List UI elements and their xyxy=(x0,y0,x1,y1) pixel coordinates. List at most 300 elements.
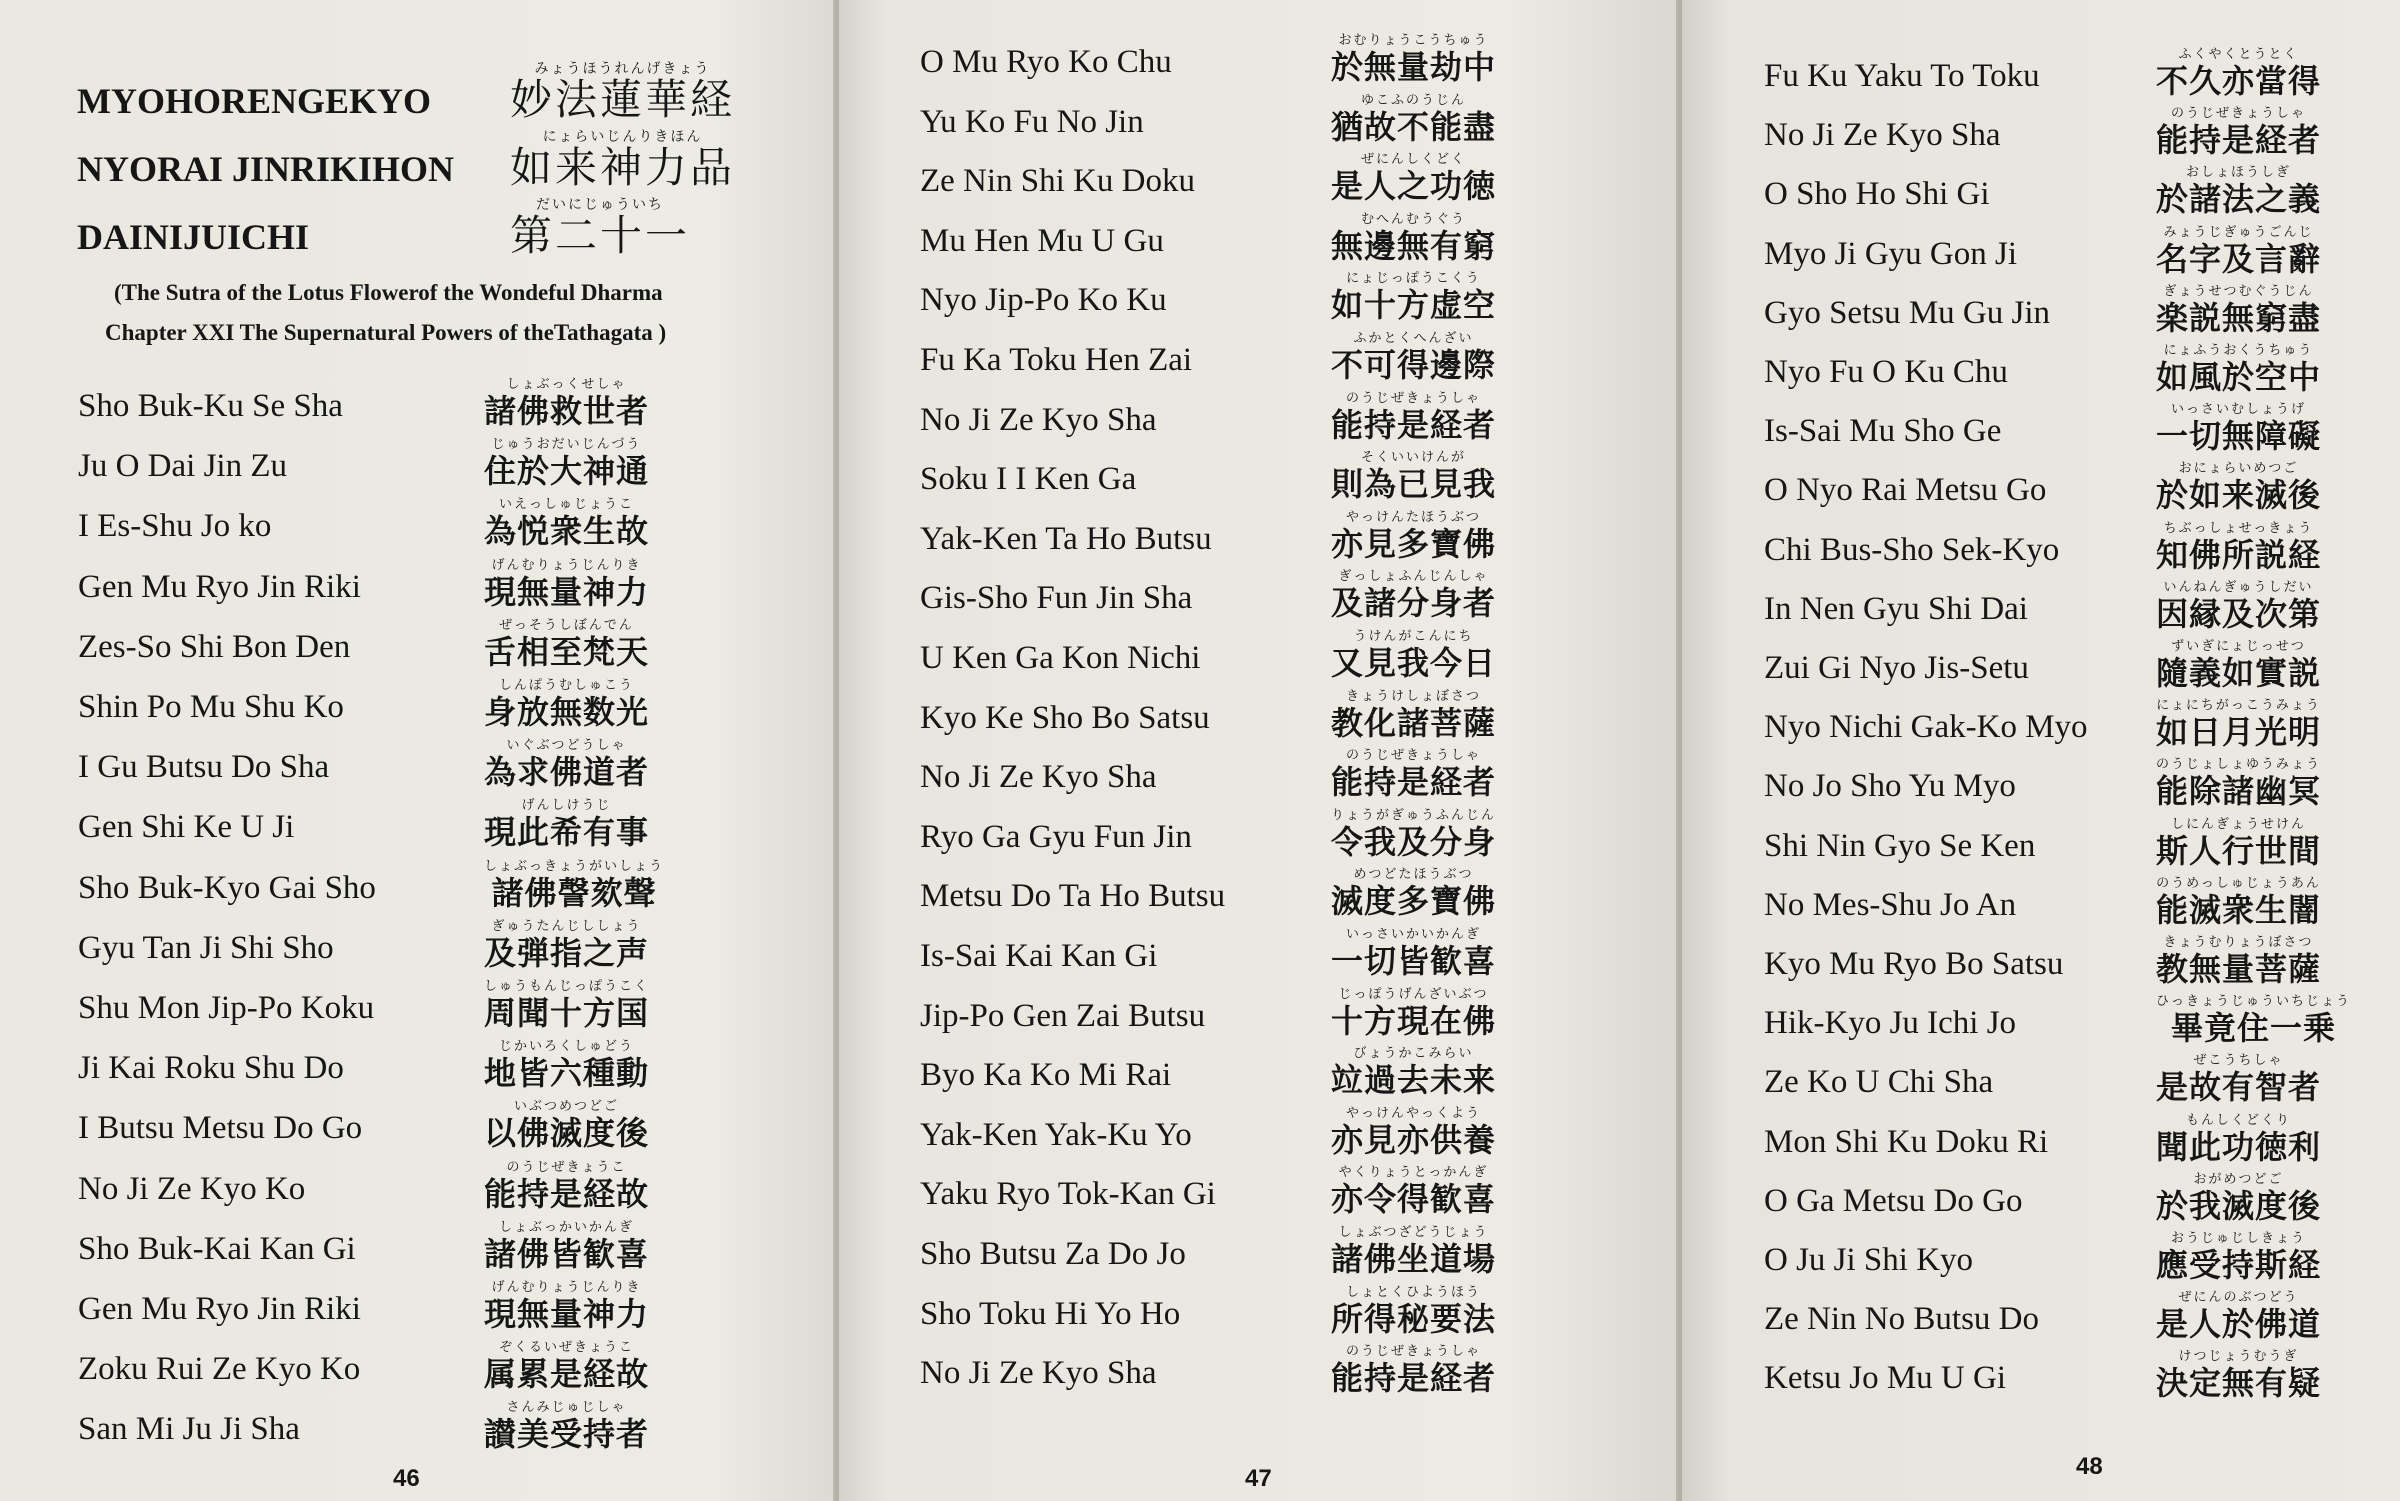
verse-line xyxy=(835,920,1678,980)
verse-kanji: 是人之功徳 xyxy=(1331,167,1497,206)
verse-furigana: さんみじゅじしゃ xyxy=(506,1400,627,1416)
verse-kanji: 如風於空中 xyxy=(2156,358,2322,396)
verse-line xyxy=(835,384,1678,444)
verse-romaji: Kyo Mu Ryo Bo Satsu xyxy=(1764,946,2064,982)
verse-kanji-block xyxy=(484,1039,649,1092)
verse-furigana: ずいぎにょじっせつ xyxy=(2171,639,2306,654)
verse-romaji: No Ji Ze Kyo Ko xyxy=(78,1170,306,1207)
verse-furigana: げんしけうじ xyxy=(521,798,612,814)
verse-furigana: しょとくひようほう xyxy=(1346,1284,1482,1300)
verse-furigana: もんしくどくり xyxy=(2186,1112,2292,1128)
verse-romaji: Gyu Tan Ji Shi Sho xyxy=(78,929,334,966)
verse-line xyxy=(1678,1342,2400,1402)
verse-kanji-block xyxy=(2156,1053,2321,1106)
verse-romaji: No Mes-Shu Jo An xyxy=(1764,886,2017,923)
verse-kanji: 周聞十方国 xyxy=(484,994,650,1032)
verse-kanji-block xyxy=(484,437,649,490)
verse-romaji: Ze Nin Shi Ku Doku xyxy=(920,163,1195,200)
verse-furigana: ぜにんのぶつどう xyxy=(2178,1290,2299,1306)
verse-line xyxy=(1678,99,2400,159)
verse-line xyxy=(835,741,1678,801)
verse-line xyxy=(1678,869,2400,929)
verse-kanji: 能持是経者 xyxy=(2156,121,2322,160)
verse-romaji: Metsu Do Ta Ho Butsu xyxy=(920,878,1226,915)
verse-kanji-block xyxy=(2156,106,2321,159)
verse-furigana: やくりょうとっかんぎ xyxy=(1338,1165,1489,1181)
verse-kanji: 則為已見我 xyxy=(1331,465,1497,504)
verse-line xyxy=(1678,750,2400,810)
verse-kanji-block xyxy=(484,738,649,791)
verse-furigana: おうじゅじしきょう xyxy=(2171,1231,2307,1246)
verse-kanji: 因縁及次第 xyxy=(2156,594,2322,633)
verse-romaji: Shu Mon Jip-Po Koku xyxy=(78,990,375,1026)
verse-kanji-block xyxy=(484,1340,649,1393)
verse-romaji: O Ju Ji Shi Kyo xyxy=(1764,1242,1974,1278)
verse-kanji-block xyxy=(484,377,649,430)
verse-kanji: 名字及言辭 xyxy=(2156,239,2322,278)
verse-kanji: 諸佛謦欬聲 xyxy=(491,873,657,912)
verse-kanji: 一切皆歓喜 xyxy=(1331,942,1497,980)
verse-line xyxy=(0,1333,835,1393)
verse-romaji: Yak-Ken Yak-Ku Yo xyxy=(920,1116,1192,1153)
verse-romaji: Ze Nin No Butsu Do xyxy=(1764,1301,2039,1338)
verse-kanji: 是故有智者 xyxy=(2156,1068,2322,1107)
verse-romaji: Mu Hen Mu U Gu xyxy=(920,222,1164,259)
verse-romaji: No Ji Ze Kyo Sha xyxy=(1764,117,2001,154)
verse-kanji: 亦見亦供養 xyxy=(1331,1120,1497,1159)
verse-line xyxy=(1678,454,2400,514)
verse-kanji: 決定無有疑 xyxy=(2156,1364,2322,1403)
verse-kanji: 現此希有事 xyxy=(484,813,650,852)
verse-romaji: O Ga Metsu Do Go xyxy=(1764,1182,2023,1219)
verse-line xyxy=(835,1158,1678,1218)
verse-furigana: いんねんぎゅうしだい xyxy=(2163,579,2314,595)
verse-furigana: いっさいかいかんぎ xyxy=(1346,927,1482,942)
verse-kanji: 竝過去未来 xyxy=(1331,1061,1497,1100)
verse-kanji-block xyxy=(2156,1113,2321,1166)
verse-romaji: Jip-Po Gen Zai Butsu xyxy=(920,997,1206,1034)
verse-kanji: 不可得邊際 xyxy=(1331,346,1497,384)
verse-furigana: やっけんやっくよう xyxy=(1346,1105,1482,1121)
verse-romaji: Fu Ku Yaku To Toku xyxy=(1764,58,2040,94)
verse-kanji: 如十方虚空 xyxy=(1331,286,1497,325)
verse-line xyxy=(1678,928,2400,988)
verse-romaji: No Ji Ze Kyo Sha xyxy=(920,401,1157,438)
verse-kanji: 亦見多寶佛 xyxy=(1331,524,1497,563)
verse-furigana: ちぶっしょせっきょう xyxy=(2163,520,2314,536)
verse-furigana: しょぶつざどうじょう xyxy=(1338,1225,1489,1240)
verse-kanji: 於如来滅後 xyxy=(2156,476,2322,515)
verse-furigana: のうじぜきょうしゃ xyxy=(1346,1344,1482,1360)
verse-kanji-block xyxy=(1331,808,1496,861)
verse-furigana: のうじぜきょうしゃ xyxy=(1346,748,1482,764)
verse-line xyxy=(835,26,1678,86)
verse-line xyxy=(1678,218,2400,278)
verse-romaji: Sho Buk-Kai Kan Gi xyxy=(78,1230,356,1267)
verse-line xyxy=(835,86,1678,146)
verse-line xyxy=(1678,573,2400,633)
verse-kanji-block xyxy=(1331,1285,1496,1338)
title-romaji-3: DAINIJUICHI xyxy=(77,217,310,257)
verse-furigana: ひっきょうじゅういちじょう xyxy=(2156,994,2352,1010)
verse-romaji: Ju O Dai Jin Zu xyxy=(78,448,287,485)
title-furigana-1: みょうほうれんげきょう xyxy=(534,61,711,77)
verse-line xyxy=(1678,395,2400,455)
verse-line xyxy=(0,1153,835,1213)
verse-kanji: 一切無障礙 xyxy=(2156,417,2322,456)
verse-kanji: 於諸法之義 xyxy=(2156,180,2322,219)
verse-furigana: しょぶっくせしゃ xyxy=(506,377,627,392)
verse-furigana: ぎょうせつむぐうじん xyxy=(2163,283,2314,299)
verse-kanji-block xyxy=(2156,876,2321,929)
verse-kanji: 以佛滅度後 xyxy=(484,1114,650,1153)
verse-furigana: ぜにんしくどく xyxy=(1361,152,1467,168)
verse-furigana: しんぽうむしゅこう xyxy=(499,678,635,693)
verse-kanji-block xyxy=(1331,450,1496,503)
verse-kanji: 畢竟住一乗 xyxy=(2171,1009,2337,1048)
verse-kanji-block xyxy=(484,1280,649,1333)
verse-kanji: 能持是経者 xyxy=(1331,763,1497,802)
verse-line xyxy=(0,430,835,490)
verse-line xyxy=(835,562,1678,622)
verse-line xyxy=(835,801,1678,861)
verse-kanji-block xyxy=(1331,987,1496,1040)
verse-furigana: ふくやくとうとく xyxy=(2178,47,2299,62)
verse-romaji: Fu Ka Toku Hen Zai xyxy=(920,342,1193,378)
verse-furigana: びょうかこみらい xyxy=(1353,1046,1474,1062)
verse-kanji-block xyxy=(2156,165,2321,218)
verse-romaji: Yaku Ryo Tok-Kan Gi xyxy=(920,1176,1216,1213)
verse-kanji: 諸佛坐道場 xyxy=(1331,1240,1497,1278)
verse-kanji-block xyxy=(2156,698,2321,751)
verse-kanji-block xyxy=(484,618,649,671)
verse-romaji: Byo Ka Ko Mi Rai xyxy=(920,1057,1172,1094)
verse-kanji-block xyxy=(2156,994,2351,1047)
verse-kanji: 能持是経者 xyxy=(1331,1359,1497,1398)
verse-line xyxy=(0,972,835,1032)
verse-line xyxy=(835,1278,1678,1338)
verse-furigana: にょふうおくうちゅう xyxy=(2163,343,2314,358)
verse-romaji: Hik-Kyo Ju Ichi Jo xyxy=(1764,1005,2017,1042)
verse-kanji: 為求佛道者 xyxy=(484,753,650,792)
verse-kanji-block xyxy=(1331,1106,1496,1159)
verse-kanji: 如日月光明 xyxy=(2156,713,2322,752)
verse-furigana: じかいろくしゅどう xyxy=(499,1039,635,1055)
title-kanji-3 xyxy=(510,198,690,259)
verse-kanji: 十方現在佛 xyxy=(1331,1001,1497,1040)
verse-furigana: おがめつどご xyxy=(2193,1171,2284,1187)
verse-kanji: 属累是経故 xyxy=(484,1355,650,1394)
verse-kanji-block xyxy=(1331,331,1496,384)
title-kanji-1 xyxy=(510,62,735,123)
page-fold-left xyxy=(833,0,839,1501)
title-romaji-1: MYOHORENGEKYO xyxy=(77,81,432,121)
verse-kanji-block xyxy=(2156,521,2321,574)
page-number-46: 46 xyxy=(393,1465,420,1492)
verse-romaji: Kyo Ke Sho Bo Satsu xyxy=(920,699,1210,736)
verse-kanji-block xyxy=(2156,402,2321,455)
verse-furigana: みょうじぎゅうごんじ xyxy=(2163,224,2314,240)
verse-line xyxy=(0,1032,835,1092)
verse-kanji-block xyxy=(1331,927,1496,980)
verse-line xyxy=(1678,691,2400,751)
verse-furigana: やっけんたほうぶつ xyxy=(1346,509,1482,525)
verse-kanji-block xyxy=(2156,284,2321,337)
verse-romaji: Ketsu Jo Mu U Gi xyxy=(1764,1360,2007,1397)
verse-romaji: Gen Mu Ryo Jin Riki xyxy=(78,1291,361,1327)
verse-romaji: No Ji Ze Kyo Sha xyxy=(920,759,1157,796)
verse-line xyxy=(0,490,835,550)
verse-kanji-block xyxy=(484,798,649,851)
verse-line xyxy=(0,791,835,851)
verse-line xyxy=(835,324,1678,384)
verse-furigana: むへんむうぐう xyxy=(1361,211,1467,227)
verse-kanji: 及諸分身者 xyxy=(1331,584,1497,623)
verse-romaji: Myo Ji Gyu Gon Ji xyxy=(1764,235,2018,272)
verse-line xyxy=(1678,1106,2400,1166)
verse-kanji: 斯人行世間 xyxy=(2156,831,2322,870)
verse-kanji-block xyxy=(484,859,664,912)
verse-furigana: のうめっしゅじょうあん xyxy=(2156,875,2321,891)
verse-furigana: げんむりょうじんりき xyxy=(491,1280,642,1295)
verse-romaji: Sho Butsu Za Do Jo xyxy=(920,1236,1186,1272)
title-kanji-2 xyxy=(510,130,735,191)
verse-kanji-block xyxy=(484,558,649,611)
title-kanji-text-1: 妙法蓮華経 xyxy=(510,75,736,124)
verse-romaji: No Ji Ze Kyo Sha xyxy=(920,1355,1157,1392)
verse-kanji-block xyxy=(1331,93,1496,146)
verse-romaji: Ryo Ga Gyu Fun Jin xyxy=(920,818,1192,855)
verse-furigana: ぎっしょふんじんしゃ xyxy=(1338,569,1489,585)
verse-line xyxy=(1678,1283,2400,1343)
verse-line xyxy=(1678,1165,2400,1225)
verse-kanji-block xyxy=(484,497,649,550)
verse-furigana: おにょらいめつご xyxy=(2178,461,2299,477)
verse-line xyxy=(0,611,835,671)
verse-line xyxy=(1678,810,2400,870)
verse-line xyxy=(1678,987,2400,1047)
verse-romaji: In Nen Gyu Shi Dai xyxy=(1764,590,2028,627)
page-48 xyxy=(1678,0,2400,1501)
verse-romaji: Nyo Fu O Ku Chu xyxy=(1764,354,2008,390)
verse-kanji: 亦令得歓喜 xyxy=(1331,1180,1497,1219)
verse-kanji: 隨義如實説 xyxy=(2156,654,2322,692)
verse-furigana: きょうけしょぼさつ xyxy=(1346,688,1482,704)
verse-line xyxy=(1678,514,2400,574)
verse-kanji: 聞此功徳利 xyxy=(2156,1127,2322,1166)
verse-romaji: Sho Buk-Ku Se Sha xyxy=(78,388,343,424)
verse-furigana: にょにちがっこうみょう xyxy=(2156,698,2321,714)
verse-kanji-block xyxy=(484,678,649,731)
verse-romaji: Ze Ko U Chi Sha xyxy=(1764,1064,1994,1101)
verse-line xyxy=(1678,1224,2400,1284)
verse-romaji: Nyo Nichi Gak-Ko Myo xyxy=(1764,709,2088,746)
verse-kanji-block xyxy=(484,1400,649,1453)
verse-kanji-block xyxy=(1331,271,1496,324)
page-47 xyxy=(835,0,1678,1501)
verse-romaji: Gen Shi Ke U Ji xyxy=(78,809,295,846)
verse-kanji: 滅度多寶佛 xyxy=(1331,882,1497,921)
verse-line xyxy=(835,1218,1678,1278)
verse-line xyxy=(0,912,835,972)
verse-kanji-block xyxy=(1331,1165,1496,1218)
verse-kanji: 現無量神力 xyxy=(484,1295,650,1333)
verse-kanji: 舌相至梵天 xyxy=(484,632,650,671)
verse-furigana: のうじょしょゆうみょう xyxy=(2156,757,2322,773)
verse-kanji: 不久亦當得 xyxy=(2156,62,2322,100)
page-46 xyxy=(0,0,835,1501)
verse-kanji-block xyxy=(1331,212,1496,265)
page-number-48: 48 xyxy=(2076,1453,2103,1480)
verse-line xyxy=(0,671,835,731)
verse-kanji: 能除諸幽冥 xyxy=(2156,772,2322,811)
verse-kanji: 能持是経故 xyxy=(484,1174,650,1213)
verse-romaji: Gyo Setsu Mu Gu Jin xyxy=(1764,294,2051,331)
verse-kanji: 能滅衆生闇 xyxy=(2156,890,2322,929)
verse-furigana: りょうがぎゅうふんじん xyxy=(1331,807,1497,823)
verse-kanji-block xyxy=(1331,391,1496,444)
verse-furigana: きょうむりょうぼさつ xyxy=(2163,935,2314,950)
page-number-47: 47 xyxy=(1245,1465,1272,1492)
verse-furigana: おむりょうこうちゅう xyxy=(1338,33,1489,48)
verse-kanji: 猶故不能盡 xyxy=(1331,107,1497,146)
verse-line xyxy=(1678,277,2400,337)
verse-line xyxy=(0,1393,835,1453)
verse-kanji: 知佛所説経 xyxy=(2156,535,2322,574)
subtitle-line-1: (The Sutra of the Lotus Flowerof the Wondeful Dharma xyxy=(114,280,663,305)
verse-kanji: 教無量菩薩 xyxy=(2156,950,2322,988)
verse-kanji: 諸佛皆歓喜 xyxy=(484,1234,650,1273)
verse-romaji: San Mi Ju Ji Sha xyxy=(78,1411,300,1448)
verse-kanji-block xyxy=(2156,817,2321,870)
verse-romaji: Sho Buk-Kyo Gai Sho xyxy=(78,869,376,906)
verse-line xyxy=(0,731,835,791)
verse-kanji-block xyxy=(2156,935,2321,988)
verse-kanji: 現無量神力 xyxy=(484,572,650,611)
verse-furigana: そくいいけんが xyxy=(1361,450,1467,466)
subtitle-line-2: Chapter XXI The Supernatural Powers of theTathagata ) xyxy=(105,320,667,345)
verse-romaji: Yu Ko Fu No Jin xyxy=(920,103,1144,140)
verse-kanji-block xyxy=(1331,1225,1496,1278)
verse-line xyxy=(1678,632,2400,692)
verse-kanji-block xyxy=(1331,1344,1496,1397)
verse-kanji-block xyxy=(2156,1349,2321,1402)
verse-romaji: Mon Shi Ku Doku Ri xyxy=(1764,1123,2049,1160)
verse-kanji-block xyxy=(484,1160,649,1213)
verse-furigana: ふかとくへんざい xyxy=(1353,331,1474,346)
verse-romaji: I Es-Shu Jo ko xyxy=(78,508,272,545)
verse-kanji: 無邊無有窮 xyxy=(1331,226,1497,265)
verse-line xyxy=(0,1273,835,1333)
verse-romaji: Ji Kai Roku Shu Do xyxy=(78,1050,344,1087)
verse-kanji-block xyxy=(2156,580,2321,633)
verse-kanji-block xyxy=(1331,152,1496,205)
verse-furigana: ぞくるいぜきょうこ xyxy=(499,1340,635,1356)
verse-kanji: 於我滅度後 xyxy=(2156,1186,2322,1225)
verse-kanji-block xyxy=(2156,1172,2321,1225)
verse-line xyxy=(835,622,1678,682)
verse-romaji: Is-Sai Kai Kan Gi xyxy=(920,938,1158,974)
verse-kanji-block xyxy=(484,919,649,972)
verse-romaji: Zoku Rui Ze Kyo Ko xyxy=(78,1351,361,1388)
title-romaji-2: NYORAI JINRIKIHON xyxy=(77,149,455,189)
verse-kanji: 諸佛救世者 xyxy=(484,392,650,430)
verse-kanji-block xyxy=(1331,867,1496,920)
verse-line xyxy=(835,1337,1678,1397)
verse-kanji: 又見我今日 xyxy=(1331,644,1497,682)
verse-line xyxy=(835,1099,1678,1159)
verse-kanji-block xyxy=(2156,225,2321,278)
verse-furigana: うけんがこんにち xyxy=(1353,629,1474,644)
verse-furigana: ぎゅうたんじししょう xyxy=(491,918,642,934)
verse-romaji: Gis-Sho Fun Jin Sha xyxy=(920,580,1193,617)
title-kanji-text-2: 如来神力品 xyxy=(510,143,736,192)
verse-furigana: いぶつめつどご xyxy=(514,1099,620,1115)
verse-line xyxy=(835,145,1678,205)
verse-furigana: しにんぎょうせけん xyxy=(2171,816,2307,832)
verse-furigana: いっさいむしょうげ xyxy=(2171,402,2307,418)
verse-kanji: 令我及分身 xyxy=(1331,822,1497,861)
verse-kanji: 地皆六種動 xyxy=(484,1054,650,1093)
title-kanji-text-3: 第二十一 xyxy=(510,211,691,260)
verse-kanji-block xyxy=(2156,1231,2321,1284)
verse-furigana: げんむりょうじんりき xyxy=(491,557,642,573)
verse-kanji-block xyxy=(1331,33,1496,86)
verse-line xyxy=(0,370,835,430)
verse-romaji: I Gu Butsu Do Sha xyxy=(78,749,330,786)
verse-kanji-block xyxy=(1331,748,1496,801)
verse-line xyxy=(835,682,1678,742)
title-furigana-3: だいにじゅういち xyxy=(536,197,664,213)
verse-line xyxy=(1678,1046,2400,1106)
verse-furigana: のうじぜきょうこ xyxy=(506,1159,627,1175)
verse-romaji: I Butsu Metsu Do Go xyxy=(78,1110,363,1147)
verse-romaji: Zes-So Shi Bon Den xyxy=(78,628,351,665)
verse-line xyxy=(0,1213,835,1273)
verse-line xyxy=(1678,40,2400,100)
verse-romaji: O Mu Ryo Ko Chu xyxy=(920,44,1172,80)
verse-kanji-block xyxy=(484,1099,649,1152)
verse-line xyxy=(0,551,835,611)
verse-line xyxy=(835,980,1678,1040)
verse-furigana: にょじっぽうこくう xyxy=(1346,271,1481,287)
verse-furigana: しょぶっきょうがいしょう xyxy=(484,858,665,874)
verse-romaji: Shin Po Mu Shu Ko xyxy=(78,689,344,725)
verse-romaji: U Ken Ga Kon Nichi xyxy=(920,640,1201,676)
verse-furigana: しょぶっかいかんぎ xyxy=(499,1219,635,1235)
verse-romaji: Soku I I Ken Ga xyxy=(920,461,1137,498)
verse-kanji: 於無量劫中 xyxy=(1331,48,1497,86)
verse-kanji-block xyxy=(2156,47,2321,100)
verse-romaji: Nyo Jip-Po Ko Ku xyxy=(920,282,1167,319)
verse-furigana: ぜこうちしゃ xyxy=(2193,1053,2284,1069)
verse-furigana: めつどたほうぶつ xyxy=(1353,867,1474,883)
verse-kanji-block xyxy=(2156,1290,2321,1343)
verse-line xyxy=(0,852,835,912)
verse-kanji-block xyxy=(1331,629,1496,682)
verse-line xyxy=(835,860,1678,920)
verse-kanji-block xyxy=(2156,461,2321,514)
verse-line xyxy=(0,1092,835,1152)
verse-kanji: 教化諸菩薩 xyxy=(1331,703,1497,742)
verse-romaji: Chi Bus-Sho Sek-Kyo xyxy=(1764,531,2060,568)
verse-furigana: ぜっそうしぼんでん xyxy=(499,617,634,633)
verse-furigana: いえっしゅじょうこ xyxy=(499,497,635,513)
verse-romaji: Gen Mu Ryo Jin Riki xyxy=(78,568,361,605)
verse-romaji: O Nyo Rai Metsu Go xyxy=(1764,472,2047,509)
verse-line xyxy=(1678,158,2400,218)
verse-kanji: 能持是経者 xyxy=(1331,405,1497,444)
